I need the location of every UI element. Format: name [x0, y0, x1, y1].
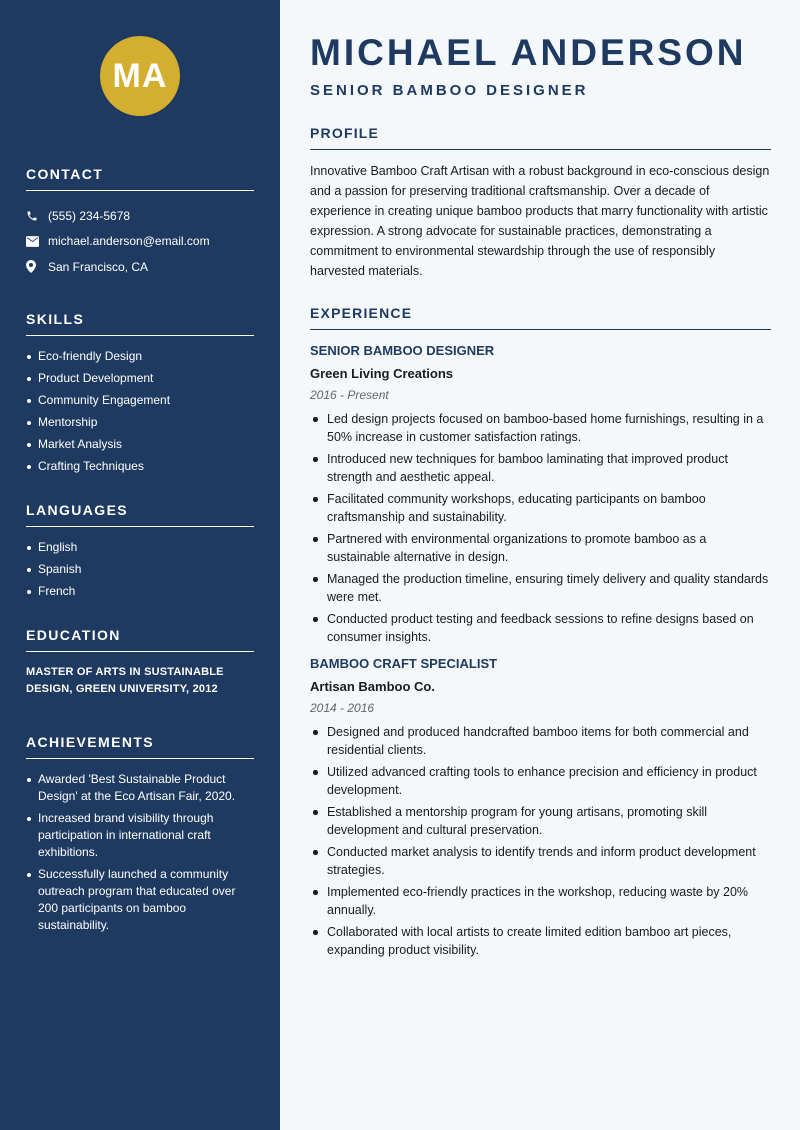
job-bullets — [310, 723, 771, 959]
job-title: SENIOR BAMBOO DESIGNER — [310, 343, 495, 358]
list-item: Led design projects focused on bamboo-based home furnishings, resulting in a 50% increase in customer satisfaction ratings. — [310, 410, 771, 446]
avatar — [100, 36, 180, 116]
list-item: Conducted market analysis to identify trends and inform product development strategies. — [310, 843, 771, 879]
list-item: Awarded 'Best Sustainable Product Design' at the Eco Artisan Fair, 2020. — [26, 771, 254, 805]
profile-text: Innovative Bamboo Craft Artisan with a robust background in eco-conscious design and a passion for preserving traditional craftsmanship. Over a decade of experience in creating unique bamboo products that marry functionality with artistic expression. A strong advocate for sustainable practices, demonstrating a commitment to environmental stewardship through the use of responsibly harvested materials. — [310, 164, 770, 278]
location-text: San Francisco, CA — [48, 259, 149, 274]
list-item: Product Development — [26, 370, 254, 387]
list-item: Managed the production timeline, ensuring timely delivery and quality standards were met. — [310, 570, 771, 606]
phone-text: (555) 234-5678 — [48, 208, 131, 223]
education-text: MASTER OF ARTS IN SUSTAINABLE DESIGN, GREEN UNIVERSITY, 2012 — [26, 665, 224, 695]
mail-icon — [26, 236, 48, 247]
list-item: Conducted product testing and feedback sessions to refine designs based on consumer insights. — [310, 610, 771, 646]
company-name: Artisan Bamboo Co. — [310, 679, 435, 694]
job-entry — [310, 656, 771, 959]
skills-section — [26, 311, 254, 475]
skills-list — [26, 348, 254, 475]
languages-section — [26, 502, 254, 600]
achievements-heading: ACHIEVEMENTS — [26, 734, 254, 759]
list-item: Partnered with environmental organizations to promote bamboo as a sustainable alternative in design. — [310, 530, 771, 566]
list-item: Designed and produced handcrafted bamboo items for both commercial and residential clients. — [310, 723, 771, 759]
experience-heading: EXPERIENCE — [310, 305, 771, 330]
company-name: Green Living Creations — [310, 366, 454, 381]
education-heading: EDUCATION — [26, 627, 254, 652]
location-pin-icon — [26, 260, 48, 273]
contact-email[interactable] — [26, 229, 254, 255]
list-item: Mentorship — [26, 414, 254, 431]
list-item: Crafting Techniques — [26, 458, 254, 475]
candidate-role: SENIOR BAMBOO DESIGNER — [310, 82, 589, 99]
contact-phone[interactable] — [26, 203, 254, 229]
phone-icon — [26, 210, 48, 222]
job-bullets — [310, 410, 771, 646]
job-dates: 2016 - Present — [310, 388, 389, 402]
list-item: Increased brand visibility through participation in international craft exhibitions. — [26, 810, 254, 861]
profile-section — [310, 125, 771, 281]
languages-list — [26, 539, 254, 600]
achievements-list — [26, 771, 254, 934]
sidebar — [0, 0, 280, 1130]
list-item: Utilized advanced crafting tools to enhance precision and efficiency in product development. — [310, 763, 771, 799]
list-item: Successfully launched a community outreach program that educated over 200 participants on bamboo sustainability. — [26, 866, 254, 934]
list-item: Implemented eco-friendly practices in the workshop, reducing waste by 20% annually. — [310, 883, 771, 919]
contact-location — [26, 254, 254, 280]
list-item: Introduced new techniques for bamboo laminating that improved product strength and aesthetic appeal. — [310, 450, 771, 486]
email-text: michael.anderson@email.com — [48, 234, 210, 249]
main-content — [310, 0, 771, 963]
list-item: English — [26, 539, 254, 556]
list-item: Market Analysis — [26, 436, 254, 453]
education-section — [26, 627, 254, 698]
experience-section — [310, 305, 771, 959]
profile-heading: PROFILE — [310, 125, 771, 150]
list-item: French — [26, 583, 254, 600]
achievements-section — [26, 734, 254, 934]
languages-heading: LANGUAGES — [26, 502, 254, 527]
contact-section — [26, 166, 254, 280]
contact-heading: CONTACT — [26, 166, 254, 191]
skills-heading: SKILLS — [26, 311, 254, 336]
job-entry — [310, 343, 771, 646]
list-item: Spanish — [26, 561, 254, 578]
job-title: BAMBOO CRAFT SPECIALIST — [310, 656, 498, 671]
list-item: Collaborated with local artists to create limited edition bamboo art pieces, expanding product visibility. — [310, 923, 771, 959]
list-item: Community Engagement — [26, 392, 254, 409]
list-item: Eco-friendly Design — [26, 348, 254, 365]
job-dates: 2014 - 2016 — [310, 701, 375, 715]
avatar-initials: MA — [112, 56, 168, 95]
list-item: Established a mentorship program for young artisans, promoting skill development and cultural preservation. — [310, 803, 771, 839]
candidate-name: MICHAEL ANDERSON — [310, 32, 747, 73]
list-item: Facilitated community workshops, educating participants on bamboo craftsmanship and sustainability. — [310, 490, 771, 526]
